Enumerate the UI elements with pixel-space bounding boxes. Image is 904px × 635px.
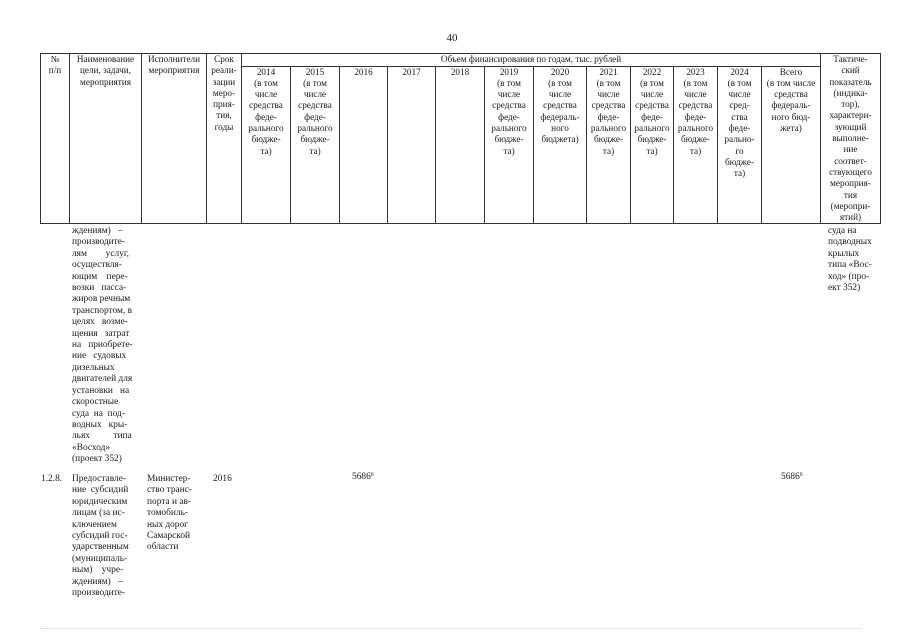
- row-value-total: 5686$^6$: [781, 472, 803, 482]
- footnote-mark: 6: [370, 472, 374, 478]
- header-year-2018: 2018: [436, 66, 485, 224]
- row-name: Предоставле- ние субсидий юридическим лицам (за ис- ключением субсидий гос- ударственным (муниципаль- ным) учре- ждениям) – производите-: [72, 474, 129, 599]
- header-total: Всего (в том числе средства федераль- ного бюд- жета): [762, 66, 821, 224]
- header-year-2024: 2024 (в том числе сред- ства феде- рально- го бюдже- та): [718, 66, 762, 224]
- header-indicator: Тактиче- ский показатель (индика- тор), характери- зующий выполне- ние соответ- ствующего мероприя- тия (меропри- ятий): [821, 54, 881, 224]
- header-year-2014: 2014 (в том числе средства феде- рального бюдже- та): [242, 66, 291, 224]
- financing-table: [40, 53, 881, 224]
- row-value-2016: 5686$^6$: [352, 472, 374, 482]
- header-year-2017: 2017: [388, 66, 436, 224]
- header-funding: Объем финансирования по годам, тыс. рублей: [242, 54, 821, 67]
- header-number: № п/п: [41, 54, 70, 224]
- scan-edge: [40, 628, 860, 630]
- continuation-name: ждениям) – производите- лям услуг, осуществля- ющим пере- возки пасса- жиров речным транспортом, в целях возме- щения затрат на приобрете- ние судовых дизельных двигателей для установки на скоростные суда на под- водных кры- льях типа «Восход» (проект 352): [72, 226, 133, 465]
- footnote-mark: 6: [799, 472, 803, 478]
- header-year-2016: 2016: [340, 66, 388, 224]
- row-number: 1.2.8.: [41, 474, 63, 484]
- header-year-2022: 2022 (в том числе средства феде- рального бюдже- та): [631, 66, 674, 224]
- header-executor: Исполнители мероприятия: [142, 54, 207, 224]
- page-number: 40: [446, 32, 458, 44]
- header-term: Срок реали- зации меро- прия- тия, годы: [207, 54, 242, 224]
- header-year-2015: 2015 (в том числе средства феде- рального бюдже- та): [291, 66, 340, 224]
- header-year-2023: 2023 (в том числе средства феде- рального бюдже- та): [674, 66, 718, 224]
- continuation-indicator: суда на подводных крылых типа «Вос- ход» (про- ект 352): [828, 226, 872, 294]
- row-term: 2016: [213, 474, 232, 484]
- header-year-2021: 2021 (в том числе средства феде- рального бюдже- та): [587, 66, 631, 224]
- row-executor: Министер- ство транс- порта и ав- томобиль- ных дорог Самарской области: [147, 474, 193, 553]
- header-year-2020: 2020 (в том числе средства федераль- ного бюджета): [534, 66, 587, 224]
- header-year-2019: 2019 (в том числе средства феде- рального бюдже- та): [485, 66, 534, 224]
- header-name: Наименование цели, задачи, мероприятия: [70, 54, 142, 224]
